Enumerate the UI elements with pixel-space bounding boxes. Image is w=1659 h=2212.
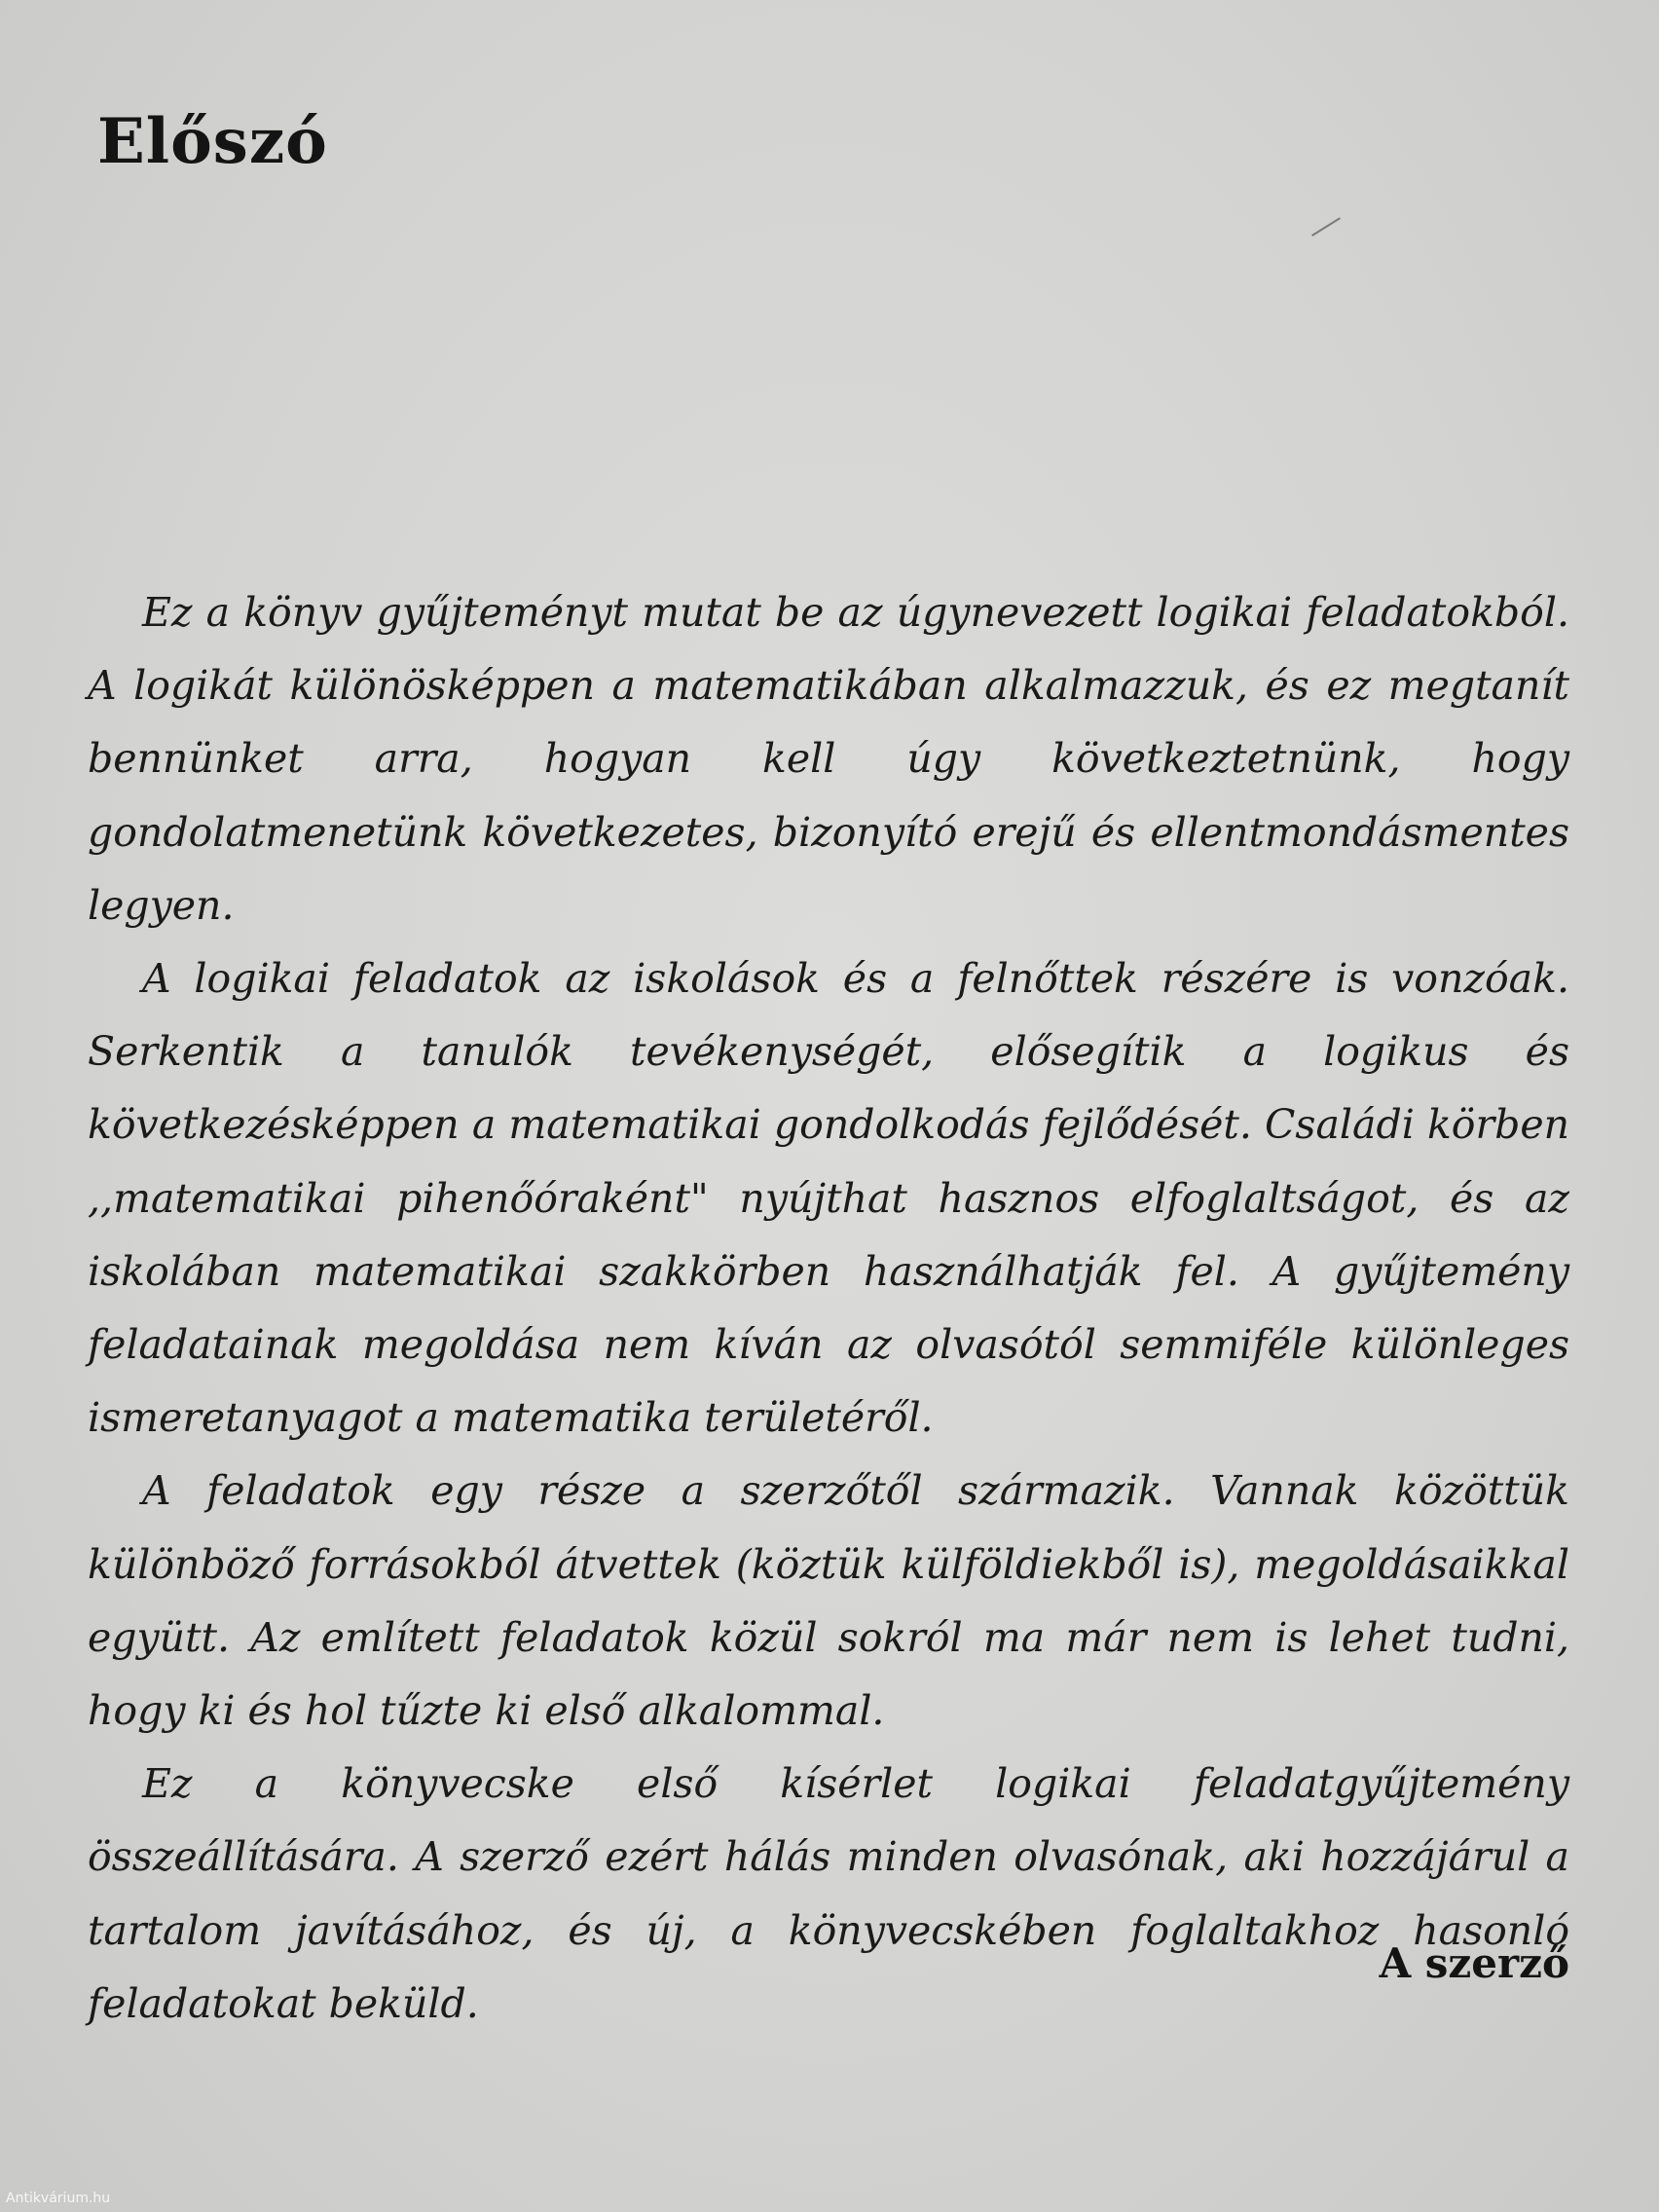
author-signature: A szerző xyxy=(1379,1939,1569,1987)
paragraph: Ez a könyv gyűjteményt mutat be az úgynevezett logikai feladatokból. A logikát különösképpen a matematikában alkalmazzuk, és ez megtanít bennünket arra, hogyan kell úgy következtetnünk, hogy gondolatmenetünk következetes, bizonyító erejű és ellentmondásmentes legyen. xyxy=(88,589,1569,929)
pencil-mark xyxy=(1311,217,1341,237)
paragraph: A logikai feladatok az iskolások és a felnőttek részére is vonzóak. Serkentik a tanulók tevékenységét, elősegítik a logikus és következésképpen a matematikai gondolkodás fejlődését. Családi körben ,,matematikai pihenőóraként" nyújthat hasznos elfoglaltságot, és az iskolában matematikai szakkörben használhatják fel. A gyűjtemény feladatainak megoldása nem kíván az olvasótól semmiféle különleges ismeretanyagot a matematika területéről. xyxy=(88,955,1569,1442)
preface-text xyxy=(88,576,1569,2041)
watermark: Antikvárium.hu xyxy=(6,2191,111,2206)
page-title: Előszó xyxy=(97,105,328,178)
paragraph: A feladatok egy része a szerzőtől származik. Vannak közöttük különböző forrásokból átvettek (köztük külföldiekből is), megoldásaikkal együtt. Az említett feladatok közül sokról ma már nem is lehet tudni, hogy ki és hol tűzte ki első alkalommal. xyxy=(88,1467,1569,1735)
paragraph: Ez a könyvecske első kísérlet logikai feladatgyűjtemény összeállítására. A szerző ezért hálás minden olvasónak, aki hozzájárul a tartalom javításához, és új, a könyvecskében foglaltakhoz hasonló feladatokat beküld. xyxy=(88,1760,1569,2027)
